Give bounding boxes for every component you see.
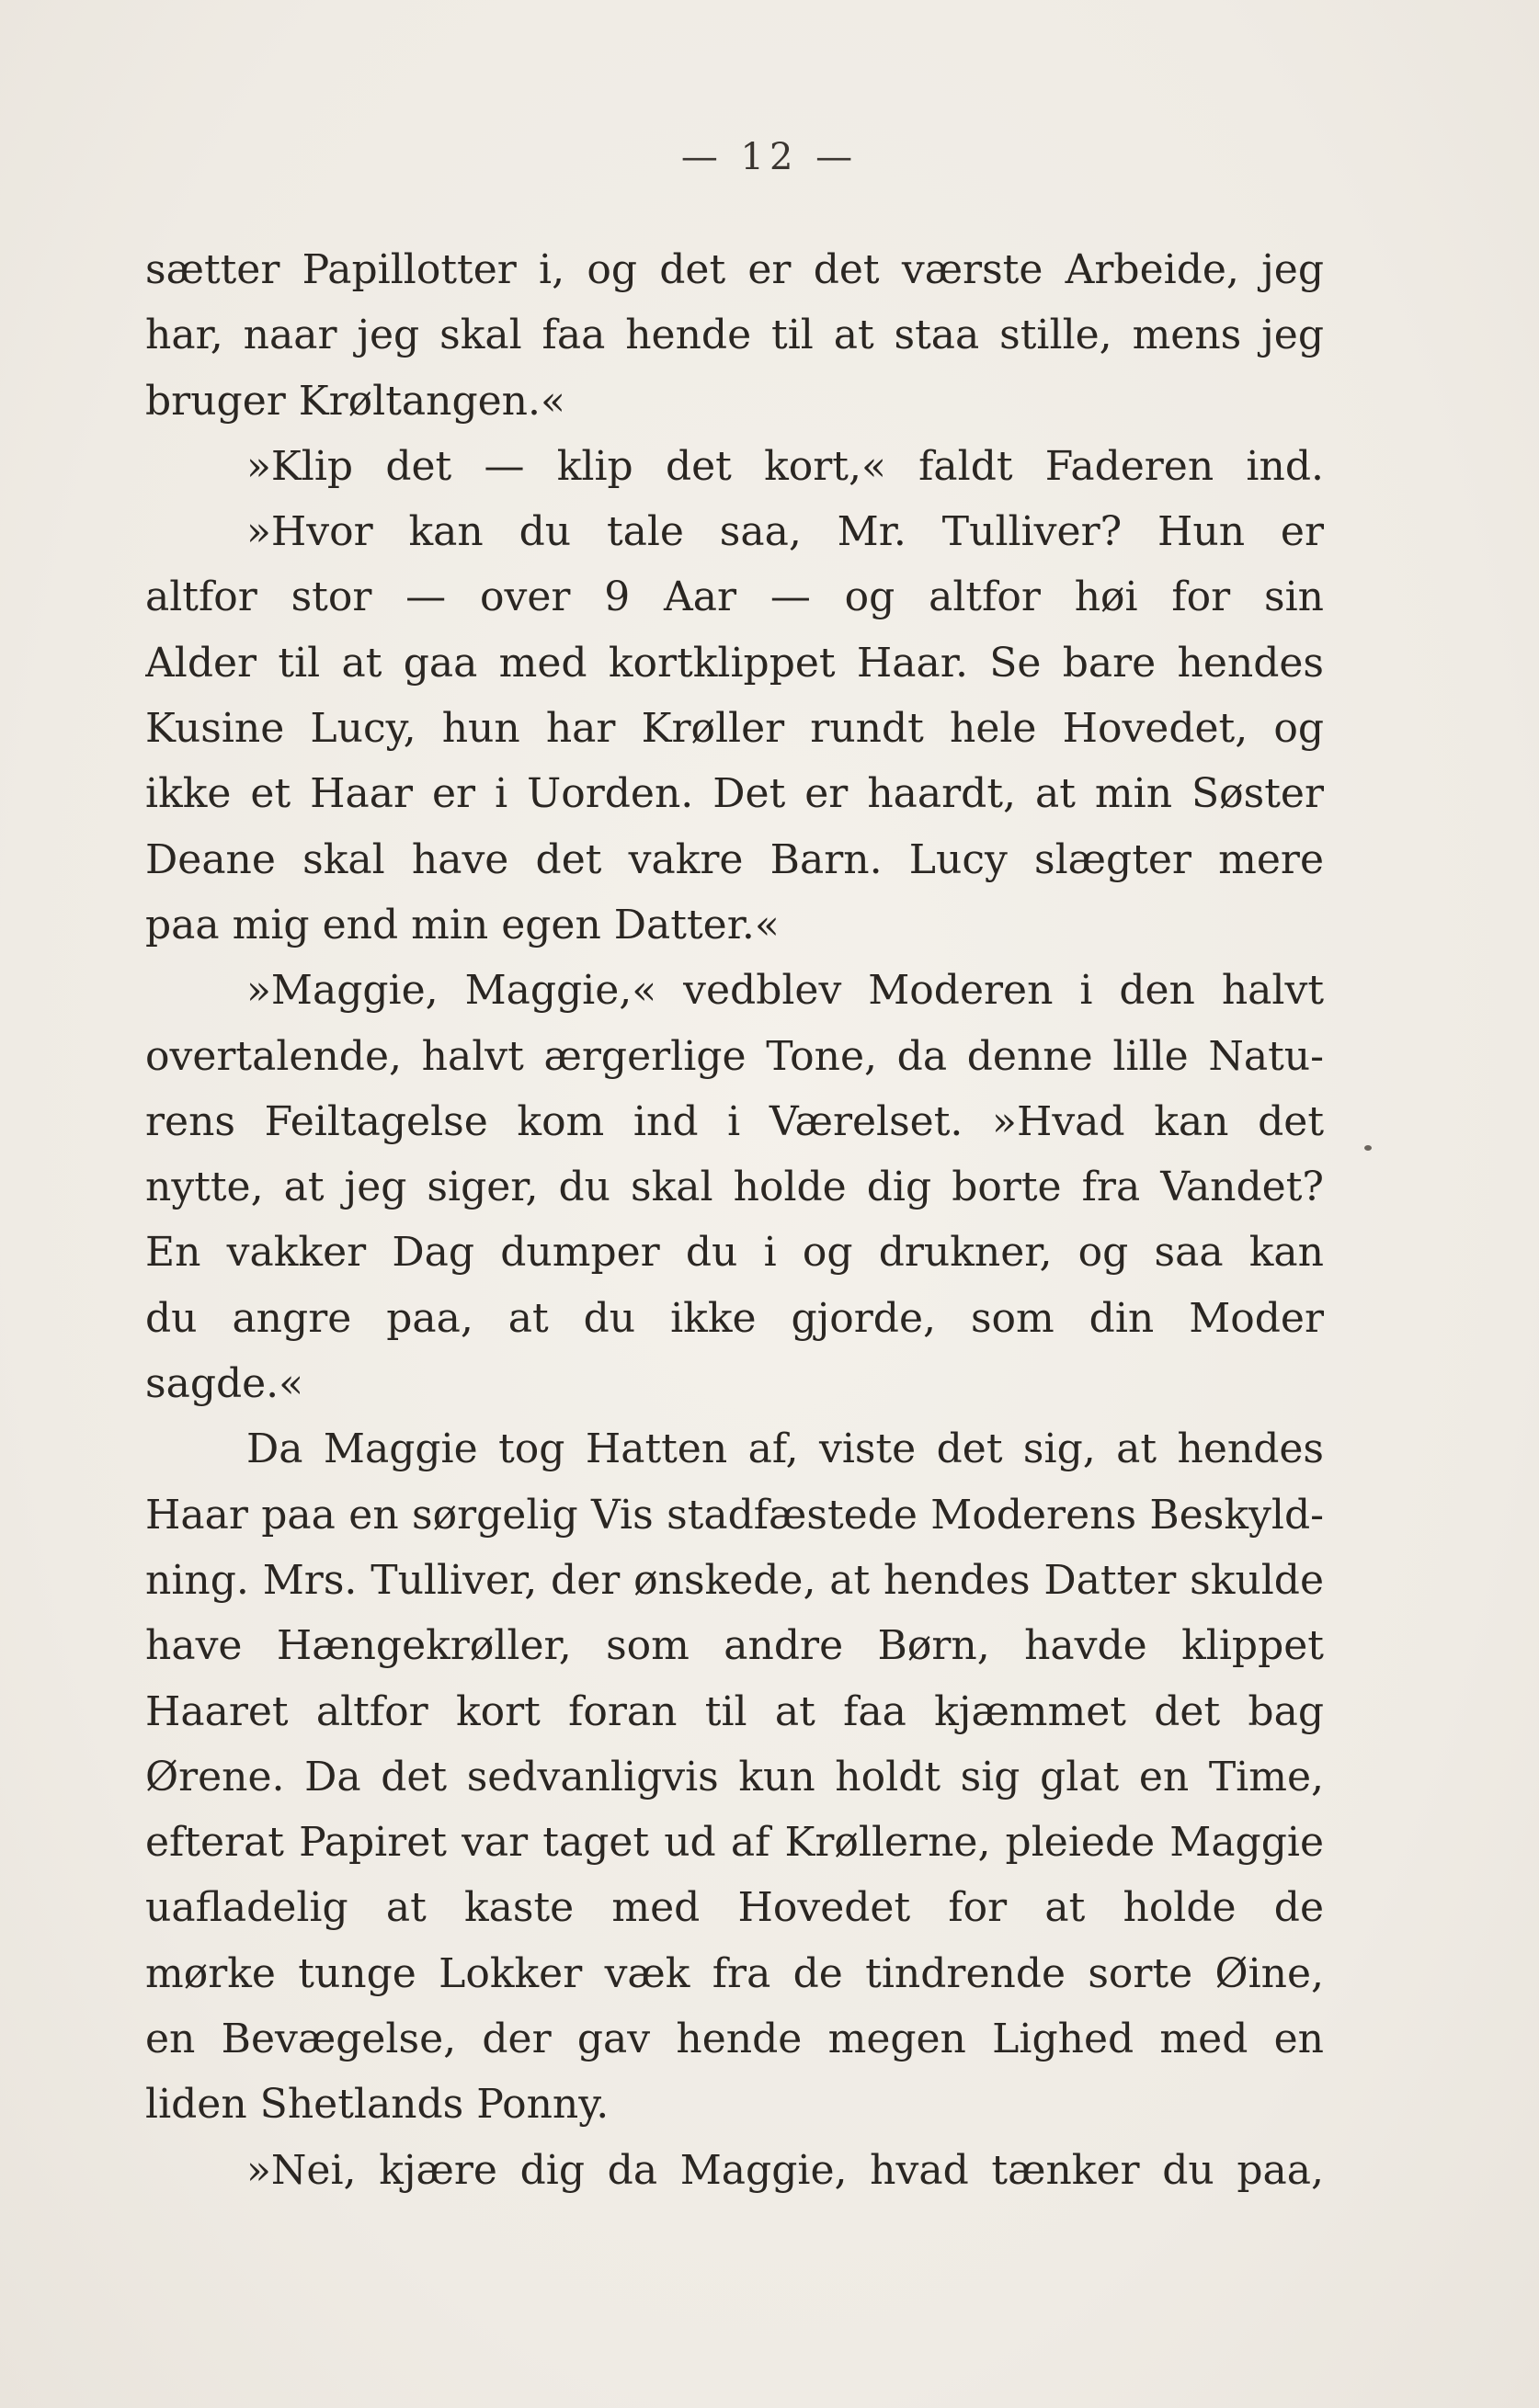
text-line: bruger Krøltangen.« — [145, 377, 565, 425]
text-line: paa mig end min egen Datter.« — [145, 901, 780, 948]
text-line: Da Maggie tog Hatten af, viste det sig, at hendes — [246, 1425, 1324, 1473]
text-line: nytte, at jeg siger, du skal holde dig borte fra Vandet? — [145, 1164, 1324, 1211]
text-line: uafladelig at kaste med Hovedet for at holde de — [145, 1884, 1324, 1932]
text-line: Ørene. Da det sedvanligvis kun holdt sig glat en Time, — [145, 1753, 1324, 1800]
text-line: ning. Mrs. Tulliver, der ønskede, at hendes Datter skulde — [145, 1556, 1324, 1604]
text-line: mørke tunge Lokker væk fra de tindrende sorte Øine, — [145, 1949, 1324, 1997]
text-line: En vakker Dag dumper du i og drukner, og saa kan — [145, 1229, 1324, 1277]
text-line: liden Shetlands Ponny. — [145, 2081, 610, 2129]
text-line: Haar paa en sørgelig Vis stadfæstede Moderens Beskyld- — [145, 1491, 1324, 1539]
text-line: Alder til at gaa med kortklippet Haar. Se bare hendes — [145, 639, 1324, 687]
text-line: »Maggie, Maggie,« vedblev Moderen i den halvt — [246, 967, 1324, 1015]
text-line: Haaret altfor kort foran til at faa kjæmmet det bag — [145, 1687, 1324, 1735]
print-speck — [1364, 1145, 1372, 1151]
text-line: en Bevægelse, der gav hende megen Lighed med en — [145, 2016, 1324, 2063]
text-line: Kusine Lucy, hun har Krøller rundt hele Hovedet, og — [145, 705, 1324, 753]
text-line: »Klip det — klip det kort,« faldt Faderen ind. — [246, 442, 1324, 490]
text-line: »Hvor kan du tale saa, Mr. Tulliver? Hun er — [246, 508, 1324, 556]
text-line: rens Feiltagelse kom ind i Værelset. »Hvad kan det — [145, 1097, 1324, 1145]
text-line: sagde.« — [145, 1360, 304, 1408]
text-line: altfor stor — over 9 Aar — og altfor høi for sin — [145, 574, 1324, 621]
page-number: — 12 — — [680, 136, 859, 178]
text-line: »Nei, kjære dig da Maggie, hvad tænker du paa, — [246, 2146, 1324, 2194]
body-text — [145, 237, 1324, 2203]
text-line: ikke et Haar er i Uorden. Det er haardt, at min Søster — [145, 770, 1324, 818]
text-line: Deane skal have det vakre Barn. Lucy slægter mere — [145, 835, 1324, 883]
text-line: have Hængekrøller, som andre Børn, havde klippet — [145, 1622, 1324, 1670]
text-line: du angre paa, at du ikke gjorde, som din Moder — [145, 1294, 1324, 1342]
text-line: overtalende, halvt ærgerlige Tone, da denne lille Natu- — [145, 1032, 1324, 1080]
text-line: sætter Papillotter i, og det er det værste Arbeide, jeg — [145, 246, 1324, 293]
text-line: efterat Papiret var taget ud af Krøllerne, pleiede Maggie — [145, 1819, 1324, 1867]
text-line: har, naar jeg skal faa hende til at staa stille, mens jeg — [145, 312, 1324, 359]
